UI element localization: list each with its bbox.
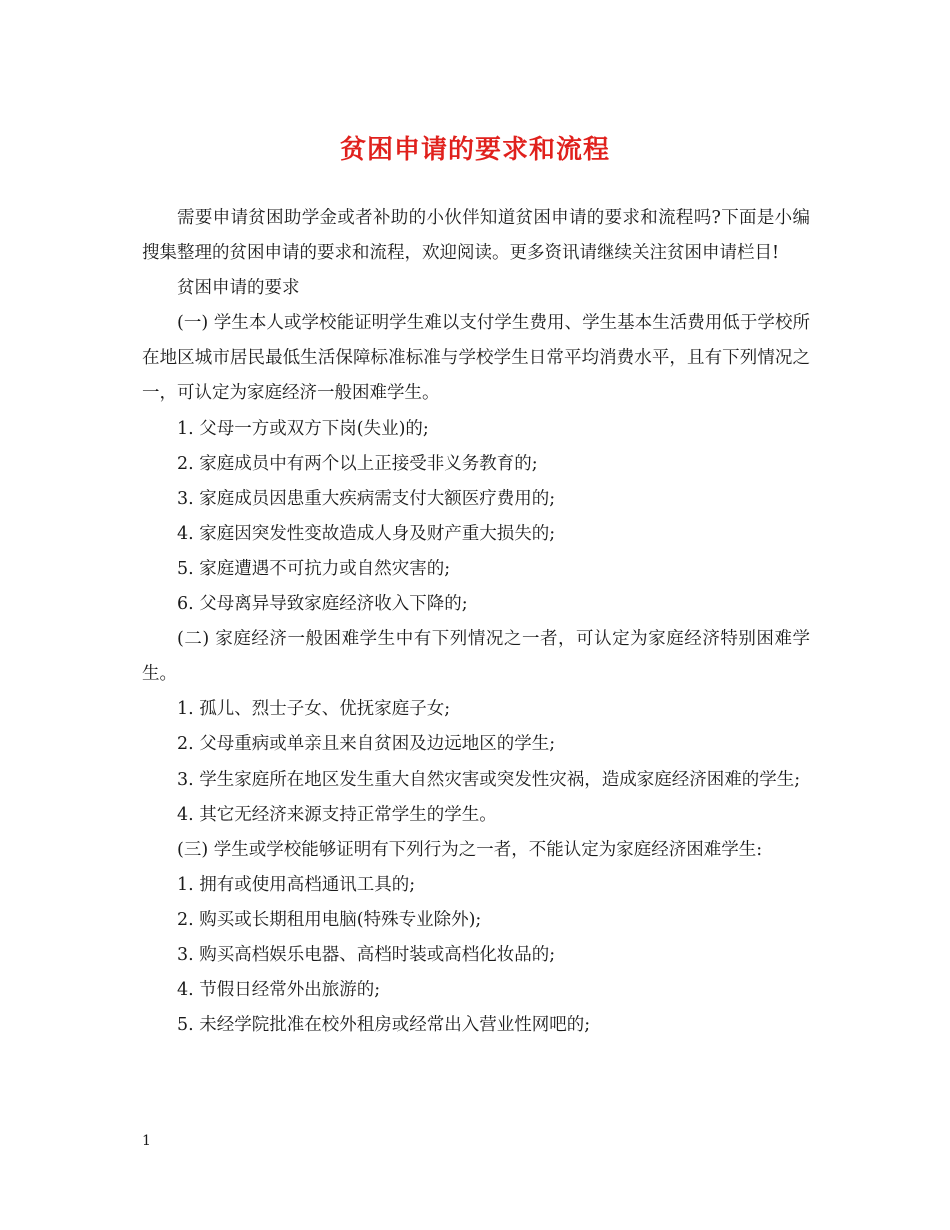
list-item: 2. 购买或长期租用电脑(特殊专业除外); [177, 909, 482, 930]
intro-paragraph: 需要申请贫困助学金或者补助的小伙伴知道贫困申请的要求和流程吗?下面是小编搜集整理的贫困申请的要求和流程，欢迎阅读。更多资讯请继续关注贫困申请栏目! [142, 208, 810, 264]
list-item: 6. 父母离异导致家庭经济收入下降的; [177, 594, 468, 615]
list-item: 1. 父母一方或双方下岗(失业)的; [177, 418, 429, 439]
list-item: 3. 学生家庭所在地区发生重大自然灾害或突发性灾祸，造成家庭经济困难的学生; [177, 769, 801, 790]
list-item: 3. 家庭成员因患重大疾病需支付大额医疗费用的; [177, 488, 556, 509]
list-item: 4. 其它无经济来源支持正常学生的学生。 [177, 804, 497, 825]
list-item: 1. 孤儿、烈士子女、优抚家庭子女; [177, 699, 451, 720]
list-item: 5. 未经学院批准在校外租房或经常出入营业性网吧的; [177, 1015, 591, 1036]
list-item: 3. 购买高档娱乐电器、高档时装或高档化妆品的; [177, 944, 556, 965]
document-body [142, 201, 810, 1043]
list-item: 2. 家庭成员中有两个以上正接受非义务教育的; [177, 453, 538, 474]
list-item: 4. 节假日经常外出旅游的; [177, 980, 381, 1001]
page-number: 1 [142, 1133, 151, 1149]
document-title: 贫困申请的要求和流程 [339, 135, 610, 165]
list-item: 4. 家庭因突发性变故造成人身及财产重大损失的; [177, 523, 556, 544]
list-item: 5. 家庭遭遇不可抗力或自然灾害的; [177, 558, 451, 579]
requirement-paragraph: (三) 学生或学校能够证明有下列行为之一者，不能认定为家庭经济困难学生: [177, 839, 763, 860]
requirement-paragraph: (一) 学生本人或学校能证明学生难以支付学生费用、学生基本生活费用低于学校所在地区城市居民最低生活保障标准标准与学校学生日常平均消费水平，且有下列情况之一，可认定为家庭经济一般困难学生。 [142, 313, 810, 404]
section-heading: 贫困申请的要求 [177, 278, 300, 299]
list-item: 1. 拥有或使用高档通讯工具的; [177, 874, 416, 895]
list-item: 2. 父母重病或单亲且来自贫困及边远地区的学生; [177, 734, 556, 755]
requirement-paragraph: (二) 家庭经济一般困难学生中有下列情况之一者，可认定为家庭经济特别困难学生。 [142, 629, 810, 685]
